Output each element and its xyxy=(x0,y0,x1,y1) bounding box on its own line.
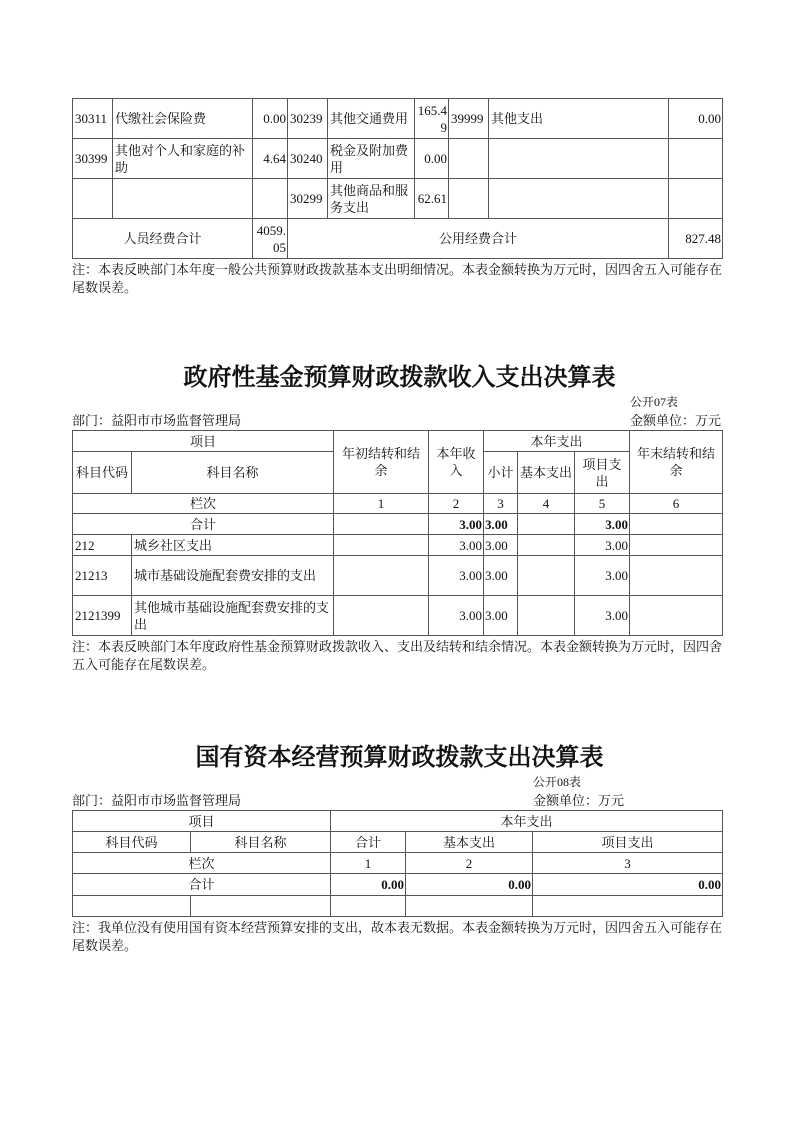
table-cell: 2121399 xyxy=(73,596,132,636)
table-cell: 21213 xyxy=(73,556,132,596)
table-row xyxy=(73,139,723,179)
state-capital-table: 项目 本年支出 科目代码 科目名称 合计 基本支出 项目支出 栏次 1 2 3 合计 0.00 0.00 0.00 xyxy=(72,810,723,917)
table-cell xyxy=(518,535,575,556)
table7-code: 公开07表 xyxy=(630,395,679,409)
table-cell xyxy=(489,139,669,179)
table-cell: 0.00 xyxy=(415,139,449,179)
table-cell: 39999 xyxy=(449,99,489,139)
table8-header-info xyxy=(72,774,722,810)
table-cell xyxy=(334,556,429,596)
table8-title: 国有资本经营预算财政拨款支出决算表 xyxy=(195,745,604,771)
table-cell xyxy=(73,179,113,219)
table-cell: 212 xyxy=(73,535,132,556)
table-row xyxy=(73,535,723,556)
table-row xyxy=(73,99,723,139)
table-cell xyxy=(630,556,723,596)
basic-expense-detail-table xyxy=(72,98,723,259)
table-row xyxy=(73,596,723,636)
table-cell xyxy=(253,179,288,219)
table-cell: 4.64 xyxy=(253,139,288,179)
table-cell: 30239 xyxy=(288,99,328,139)
table-cell: 3.00 xyxy=(484,596,518,636)
table-cell: 30311 xyxy=(73,99,113,139)
table7-header-info xyxy=(72,394,722,430)
table-cell: 税金及附加费用 xyxy=(328,139,415,179)
table-cell: 3.00 xyxy=(575,556,630,596)
table-cell: 165.49 xyxy=(415,99,449,139)
total-row: 合计 3.00 3.00 3.00 xyxy=(73,514,723,535)
table-cell: 城市基础设施配套费安排的支出 xyxy=(132,556,334,596)
personnel-total-label: 人员经费合计 xyxy=(73,219,253,259)
table-cell: 30240 xyxy=(288,139,328,179)
table7-section xyxy=(72,362,727,674)
table-row xyxy=(73,556,723,596)
table-cell: 3.00 xyxy=(484,556,518,596)
gov-fund-table: 项目 年初结转和结余 本年收入 本年支出 年末结转和结余 科目代码 科目名称 小计 基本支出 项目支出 栏次 1 2 3 4 5 6 合计 3.00 3.00 3.00 212 城乡社区支出 3.00 3.00 3.00 21213 城市基础设施配套费安排的支出 3.00 3.00 3.00 2121399 其他城市基础设施配套费安排的支出 3.00 3.00 3.00 xyxy=(72,430,723,636)
table8-unit: 金额单位：万元 xyxy=(533,793,625,808)
table-cell: 其他支出 xyxy=(489,99,669,139)
table-cell: 30299 xyxy=(288,179,328,219)
table7-note: 注：本表反映部门本年度政府性基金预算财政拨款收入、支出及结转和结余情况。本表金额转换为万元时，因四舍五入可能存在尾数误差。 xyxy=(72,639,723,672)
table-cell: 其他商品和服务支出 xyxy=(328,179,415,219)
table-row xyxy=(73,179,723,219)
column-number-row: 栏次 1 2 3 4 5 6 xyxy=(73,494,723,514)
table-cell: 其他交通费用 xyxy=(328,99,415,139)
table8-code: 公开08表 xyxy=(533,775,582,789)
table-cell: 其他对个人和家庭的补助 xyxy=(113,139,253,179)
table-cell: 0.00 xyxy=(669,99,723,139)
table-cell: 3.00 xyxy=(429,596,484,636)
table-cell xyxy=(518,596,575,636)
table-cell xyxy=(449,139,489,179)
table-cell xyxy=(630,535,723,556)
table-cell: 城乡社区支出 xyxy=(132,535,334,556)
table7-unit: 金额单位：万元 xyxy=(630,413,722,428)
totals-row xyxy=(73,219,723,259)
table-cell: 62.61 xyxy=(415,179,449,219)
table-cell xyxy=(518,556,575,596)
public-total-label: 公用经费合计 xyxy=(288,219,669,259)
table-cell xyxy=(669,179,723,219)
personnel-total-value: 4059.05 xyxy=(253,219,288,259)
table-cell xyxy=(669,139,723,179)
table-cell xyxy=(449,179,489,219)
table-cell xyxy=(630,596,723,636)
table-cell: 3.00 xyxy=(429,556,484,596)
table6-note: 注：本表反映部门本年度一般公共预算财政拨款基本支出明细情况。本表金额转换为万元时，因四舍五入可能存在尾数误差。 xyxy=(72,262,723,295)
table-cell: 3.00 xyxy=(429,535,484,556)
table-cell: 3.00 xyxy=(484,535,518,556)
table7-title: 政府性基金预算财政拨款收入支出决算表 xyxy=(183,365,616,391)
table-cell xyxy=(334,535,429,556)
table-cell: 3.00 xyxy=(575,596,630,636)
table-cell: 3.00 xyxy=(575,535,630,556)
table-cell xyxy=(113,179,253,219)
table7-dept: 部门：益阳市市场监督管理局 xyxy=(72,413,242,428)
table-cell: 其他城市基础设施配套费安排的支出 xyxy=(132,596,334,636)
table6-section xyxy=(72,98,727,297)
table-cell: 0.00 xyxy=(253,99,288,139)
table-cell xyxy=(334,596,429,636)
table8-dept: 部门：益阳市市场监督管理局 xyxy=(72,793,242,808)
table-cell: 30399 xyxy=(73,139,113,179)
table-cell: 代缴社会保险费 xyxy=(113,99,253,139)
public-total-value: 827.48 xyxy=(669,219,723,259)
table8-section xyxy=(72,742,727,955)
table-cell xyxy=(489,179,669,219)
table8-note: 注：我单位没有使用国有资本经营预算安排的支出，故本表无数据。本表金额转换为万元时，因四舍五入可能存在尾数误差。 xyxy=(72,920,723,953)
